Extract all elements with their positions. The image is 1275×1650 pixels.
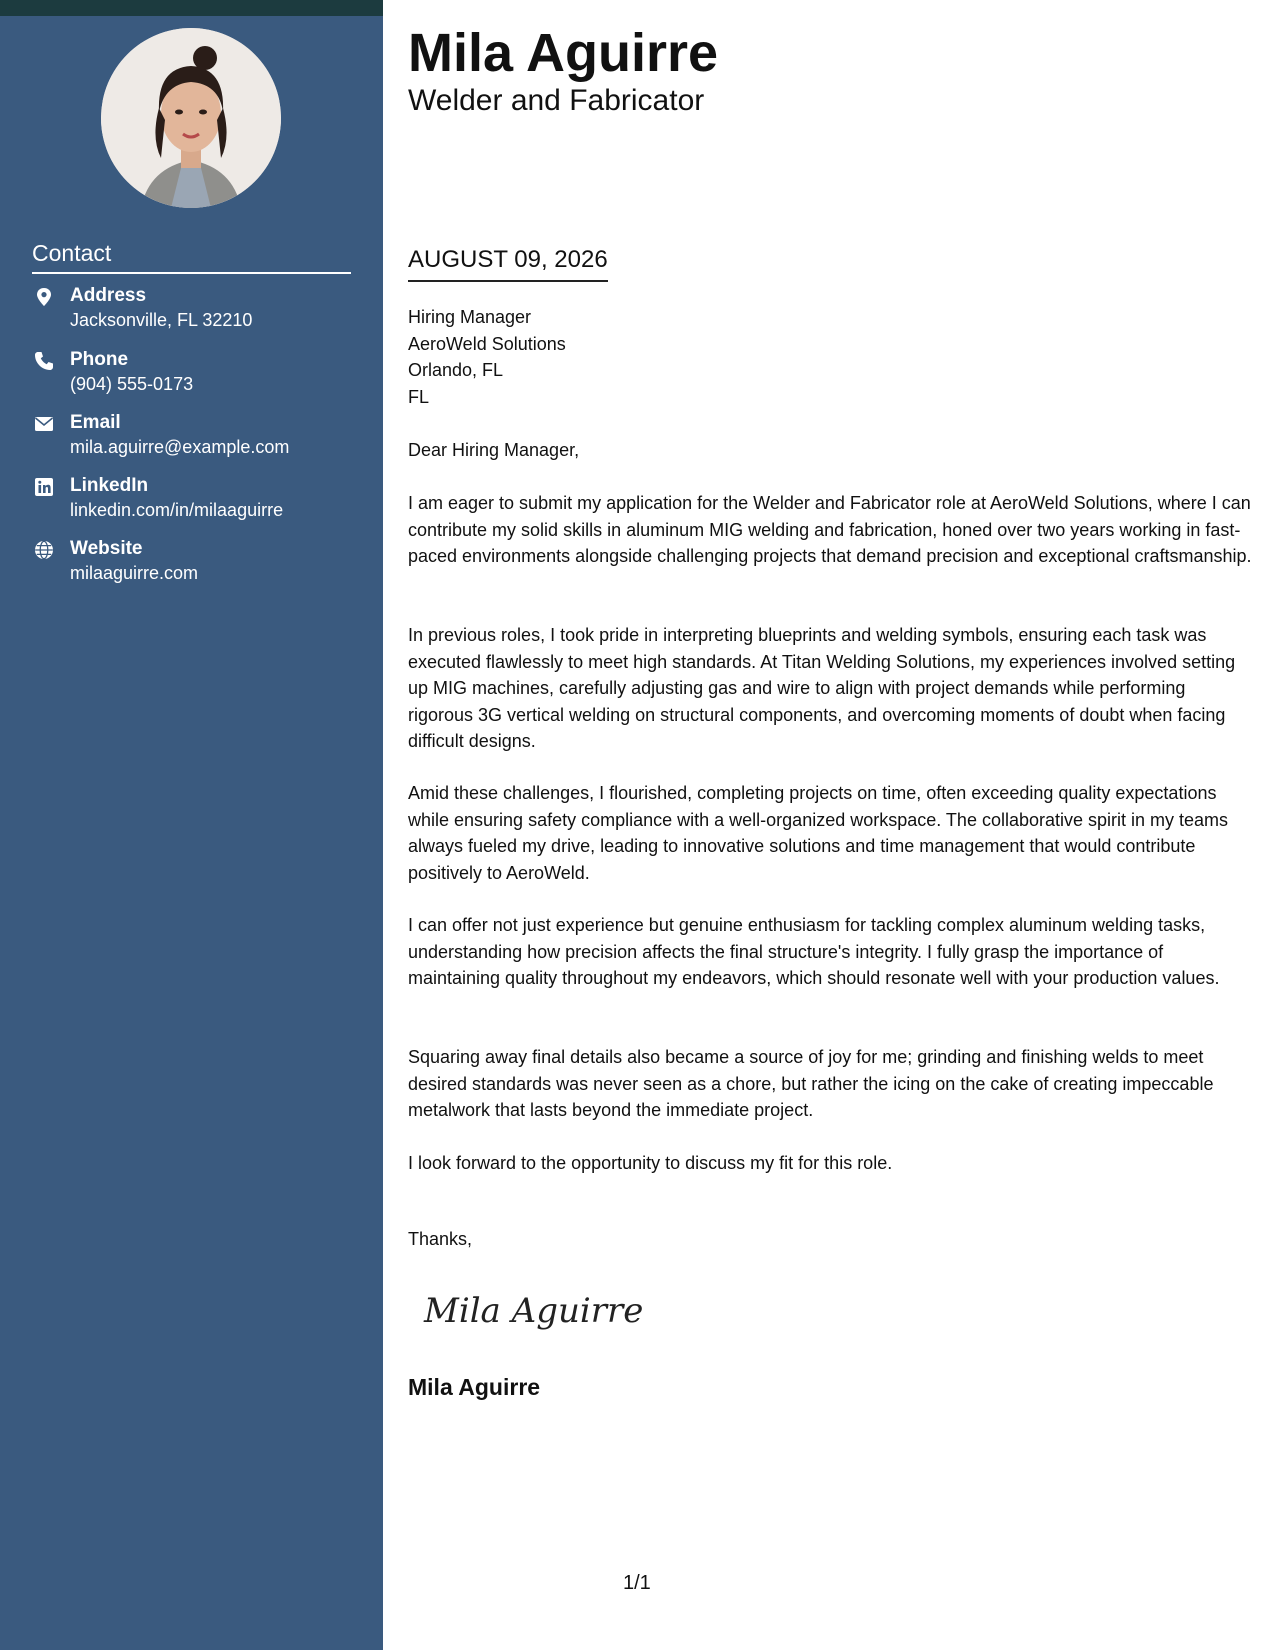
letter-paragraph: In previous roles, I took pride in interpreting blueprints and welding symbols, ensuring each task was executed flawlessly to meet high standards. At Titan Welding Solutions, my experiences involved setting up MIG machines, carefully adjusting gas and wire to align with project demands while performing rigorous 3G vertical welding on structural components, and overcoming moments of doubt when facing difficult designs. bbox=[408, 625, 1236, 751]
signer-name: Mila Aguirre bbox=[408, 1374, 541, 1400]
phone-icon bbox=[34, 351, 54, 371]
candidate-name: Mila Aguirre bbox=[408, 23, 719, 83]
avatar bbox=[101, 28, 281, 208]
contact-item-email bbox=[32, 412, 362, 468]
recipient-line: Hiring Manager bbox=[408, 307, 532, 327]
contact-item-address bbox=[32, 285, 362, 341]
email-label: Email bbox=[70, 412, 121, 433]
email-value: mila.aguirre@example.com bbox=[70, 437, 290, 457]
letter-date: AUGUST 09, 2026 bbox=[408, 246, 608, 282]
signature-text: Mila Aguirre bbox=[424, 1291, 644, 1331]
globe-icon bbox=[34, 540, 54, 560]
greeting: Dear Hiring Manager, bbox=[408, 440, 580, 460]
contact-item-website bbox=[32, 538, 362, 594]
signature bbox=[422, 1278, 662, 1343]
letter-paragraph: Amid these challenges, I flourished, completing projects on time, often exceeding quality expectations while ensuring safety compliance with a well-organized workspace. The collaborative spirit in my teams always fueled my drive, leading to innovative solutions and time management that would contribute positively to AeroWeld. bbox=[408, 783, 1229, 883]
page-number: 1/1 bbox=[623, 1572, 651, 1594]
sidebar-top-bar bbox=[0, 0, 383, 16]
linkedin-value[interactable]: linkedin.com/in/milaaguirre bbox=[70, 500, 284, 520]
address-value: Jacksonville, FL 32210 bbox=[70, 310, 253, 330]
letter-paragraph: I am eager to submit my application for the Welder and Fabricator role at AeroWeld Solutions, where I can contribute my solid skills in aluminum MIG welding and fabrication, honed over two years working in fast-paced environments alongside challenging projects that demand precision and exceptional craftsmanship. bbox=[408, 493, 1252, 566]
recipient-block bbox=[408, 304, 566, 410]
contact-item-linkedin bbox=[32, 475, 362, 531]
recipient-line: AeroWeld Solutions bbox=[408, 333, 566, 354]
envelope-icon bbox=[34, 414, 54, 434]
address-label: Address bbox=[70, 285, 147, 306]
linkedin-label: LinkedIn bbox=[70, 475, 149, 496]
contact-heading: Contact bbox=[32, 240, 351, 274]
sidebar bbox=[0, 0, 383, 1650]
linkedin-icon bbox=[34, 477, 54, 497]
phone-label: Phone bbox=[70, 349, 129, 370]
letter-paragraph: I look forward to the opportunity to discuss my fit for this role. bbox=[408, 1153, 893, 1173]
location-pin-icon bbox=[34, 287, 54, 307]
phone-value: (904) 555-0173 bbox=[70, 374, 194, 394]
letter-paragraph: I can offer not just experience but genuine enthusiasm for tackling complex aluminum welding tasks, understanding how precision affects the final structure's integrity. I fully grasp the importance of maintaining quality throughout my endeavors, which should resonate well with your production values. bbox=[408, 915, 1220, 988]
letter-paragraph: Squaring away final details also became a source of joy for me; grinding and finishing welds to meet desired standards was never seen as a chore, but rather the icing on the cake of creating impeccable metalwork that lasts beyond the immediate project. bbox=[408, 1047, 1214, 1120]
website-label: Website bbox=[70, 538, 143, 559]
recipient-line: Orlando, FL bbox=[408, 360, 504, 380]
closing: Thanks, bbox=[408, 1229, 473, 1249]
website-value[interactable]: milaaguirre.com bbox=[70, 563, 199, 583]
job-title: Welder and Fabricator bbox=[408, 84, 705, 117]
contact-item-phone bbox=[32, 349, 362, 405]
recipient-line: FL bbox=[408, 386, 430, 407]
